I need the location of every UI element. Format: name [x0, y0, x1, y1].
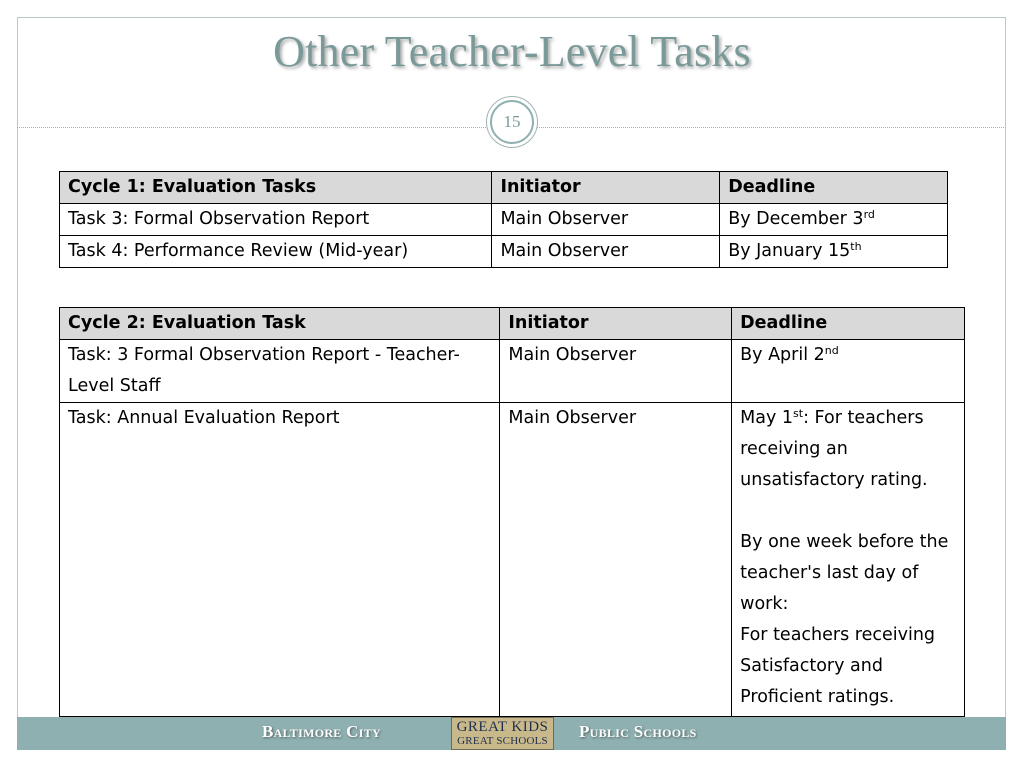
deadline-cell	[720, 204, 948, 236]
deadline-suffix: st	[793, 407, 804, 420]
deadline-text: By January 15	[728, 241, 851, 261]
great-kids-logo	[451, 717, 554, 750]
initiator-cell: Main Observer	[500, 340, 732, 403]
table-header-row	[60, 172, 948, 204]
deadline-cell	[732, 340, 965, 403]
column-header: Initiator	[500, 308, 732, 340]
deadline-text: : For teachers receiving an unsatisfactory rating.	[740, 408, 928, 490]
deadline-paragraph	[740, 403, 956, 496]
deadline-text: By April 2	[740, 345, 825, 365]
deadline-cell	[720, 236, 948, 268]
deadline-paragraph: By one week before the teacher's last day of work:	[740, 532, 949, 614]
task-cell: Task: Annual Evaluation Report	[60, 403, 500, 717]
column-header: Cycle 1: Evaluation Tasks	[60, 172, 492, 204]
initiator-cell: Main Observer	[500, 403, 732, 717]
deadline-suffix: nd	[824, 344, 839, 357]
slide-title: Other Teacher-Level Tasks	[273, 27, 751, 76]
table-header-row	[60, 308, 965, 340]
page-number: 15	[490, 100, 534, 144]
deadline-text: May 1	[740, 408, 794, 428]
logo-line-2: GREAT SCHOOLS	[457, 735, 548, 747]
table-row	[60, 204, 948, 236]
page-number-badge	[486, 96, 538, 148]
column-header: Deadline	[720, 172, 948, 204]
footer-right-text: Public Schools	[579, 722, 697, 741]
blank-line	[740, 496, 956, 527]
task-cell: Task 4: Performance Review (Mid-year)	[60, 236, 492, 268]
task-cell: Task 3: Formal Observation Report	[60, 204, 492, 236]
column-header: Initiator	[492, 172, 720, 204]
deadline-suffix: rd	[863, 208, 875, 221]
table-row	[60, 340, 965, 403]
column-header: Cycle 2: Evaluation Task	[60, 308, 500, 340]
initiator-cell: Main Observer	[492, 204, 720, 236]
deadline-suffix: th	[850, 240, 862, 253]
cycle-2-table	[59, 307, 965, 717]
column-header: Deadline	[732, 308, 965, 340]
footer-left-text: Baltimore City	[262, 722, 381, 741]
initiator-cell: Main Observer	[492, 236, 720, 268]
deadline-text: By December 3	[728, 209, 864, 229]
deadline-paragraph: For teachers receiving Satisfactory and Proficient ratings.	[740, 625, 936, 707]
table-row	[60, 236, 948, 268]
table-row	[60, 403, 965, 717]
cycle-1-table	[59, 171, 948, 268]
deadline-cell	[732, 403, 965, 717]
task-cell: Task: 3 Formal Observation Report - Teacher-Level Staff	[60, 340, 500, 403]
logo-line-1: GREAT KIDS	[456, 719, 549, 735]
